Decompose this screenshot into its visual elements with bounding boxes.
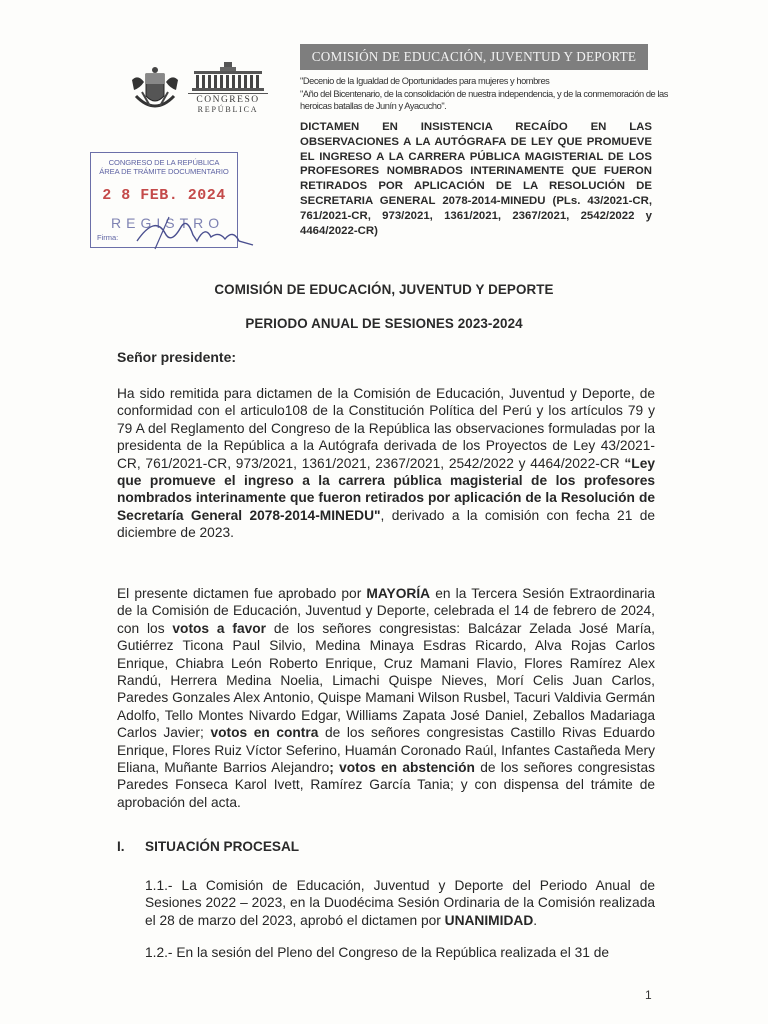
stamp-firma-label: Firma: — [97, 233, 119, 242]
stamp-line-2: ÁREA DE TRÁMITE DOCUMENTARIO — [99, 167, 229, 176]
paragraph-1-1 — [145, 877, 655, 929]
handwritten-signature-icon — [135, 211, 255, 251]
paragraph-1-2: 1.2.- En la sesión del Pleno del Congreso de la República realizada el 31 de — [145, 945, 609, 960]
paragraph-referral-text: Ha sido remitida para dictamen de la Comisión de Educación, Juventud y Deporte, de conformidad con el articulo108 de la Constitución Política del Perú y los artículos 79 y 79 A del Reglamento del Congreso de la República las observaciones formuladas por la presidenta de la República a la Autógrafa derivada de los Proyectos de Ley 43/2021-CR, 761/2021-CR, 973/2021, 1361/2021, 2367/2021, 2542/2022 y 4464/2022-CR — [117, 386, 655, 471]
section-heading — [117, 839, 299, 854]
motto-line-1: "Decenio de la Igualdad de Oportunidades para mujeres y hombres — [300, 76, 550, 86]
stamp-registro: REGISTRO — [111, 215, 225, 231]
votes-in-favor-label: votos a favor — [172, 620, 267, 636]
votes-against-list: de los señores congresistas Castillo Rivas Eduardo Enrique, Flores Ruiz Víctor Seferino, Huamán Coronado Raúl, Infantes Castañeda Mery Eliana, Muñante Barrios Alejandro — [117, 725, 655, 776]
section-title: SITUACIÓN PROCESAL — [145, 839, 300, 854]
salutation: Señor presidente: — [117, 349, 237, 365]
unanimidad-bold: UNANIMIDAD — [444, 912, 534, 928]
peru-coat-of-arms-logo — [128, 66, 182, 116]
paragraph-approval — [117, 585, 655, 811]
heading-period: PERIODO ANUAL DE SESIONES 2023-2024 — [245, 316, 523, 331]
law-title-bold: “Ley que promueve el ingreso a la carrera pública magisterial de los profesores nombrados interinamente que fueron retirados por aplicación de la Resolución de Secretaría General 2078-2014-MINEDU" — [117, 455, 655, 523]
motto-line-2: "Año del Bicentenario, de la consolidación de nuestra independencia, y de la conmemoración de las — [300, 89, 668, 99]
approval-text-2: en la Tercera Sesión Extraordinaria de la Comisión de Educación, Juventud y Deporte, celebrada el 14 de febrero de 2024, con los — [117, 586, 655, 636]
paragraph-1-1-text: 1.1.- La Comisión de Educación, Juventud y Deporte del Periodo Anual de Sesiones 2022 – 2023, en la Duodécima Sesión Ordinaria de la Comisión realizada el 28 de marzo del 2023, aprobó el dictamen por — [145, 878, 655, 928]
congress-building-icon — [190, 62, 266, 92]
heading-commission: COMISIÓN DE EDUCACIÓN, JUVENTUD Y DEPORTE — [214, 282, 554, 297]
votes-abstention-list: de los señores congresistas Paredes Fonseca Karol Ivett, Ramírez García Tania; y con dispensa del trámite de aprobación del acta. — [117, 760, 655, 810]
approval-text-1: El presente dictamen fue aprobado por — [117, 586, 367, 601]
votes-against-label: votos en contra — [210, 725, 319, 741]
approval-mayoria: MAYORÍA — [366, 586, 431, 601]
votes-abstention-label: ; votos en abstención — [329, 760, 475, 776]
paragraph-referral — [117, 385, 655, 542]
paragraph-referral-end: , derivado a la comisión con fecha 21 de diciembre de 2023. — [117, 507, 655, 541]
congreso-logo — [188, 62, 268, 114]
motto-line-3: heroicas batallas de Junín y Ayacucho". — [300, 101, 447, 111]
stamp-date: 2 8 FEB. 2024 — [102, 187, 226, 204]
votes-in-favor-list: de los señores congresistas: Balcázar Zelada José María, Gutiérrez Ticona Paul Silvio, Medina Minaya Esdras Ricardo, Alva Rojas Carlos Enrique, Chiabra León Roberto Enrique, Cruz Mamani Flavio, Flores Ramírez Alex Randú, Herrera Medina Noelia, Limachi Quispe Nieves, Morí Celis Juan Carlos, Paredes Gonzales Alex Antonio, Quispe Mamani Wilson Rusbel, Tacuri Valdivia Germán Adolfo, Tello Montes Nivardo Edgar, Williams Zapata José Daniel, Zeballos Madariaga Carlos Javier; — [117, 620, 655, 741]
paragraph-1-1-end: . — [533, 912, 538, 928]
dictamen-title: DICTAMEN EN INSISTENCIA RECAÍDO EN LAS OBSERVACIONES A LA AUTÓGRAFA DE LEY QUE PROMUEVE EL INGRESO A LA CARRERA PÚBLICA MAGISTERIAL DE LOS PROFESORES NOMBRADOS INTERINAMENTE QUE FUERON RETIRADOS POR APLICACIÓN DE LA RESOLUCIÓN DE SECRETARIA GENERAL 2078-2014-MINEDU (PLs. 43/2021-CR, 761/2021-CR, 973/2021, 1361/2021, 2367/2021, 2542/2022 y 4464/2022-CR) — [300, 121, 652, 237]
page-number: 1 — [645, 988, 652, 1002]
stamp-line-1: CONGRESO DE LA REPÚBLICA — [108, 158, 220, 167]
logo-word-republica: REPÚBLICA — [197, 105, 259, 114]
reception-stamp — [90, 152, 238, 248]
logo-word-congreso: CONGRESO — [188, 93, 268, 105]
commission-banner: COMISIÓN DE EDUCACIÓN, JUVENTUD Y DEPORTE — [300, 44, 648, 70]
section-number: I. — [117, 839, 125, 854]
